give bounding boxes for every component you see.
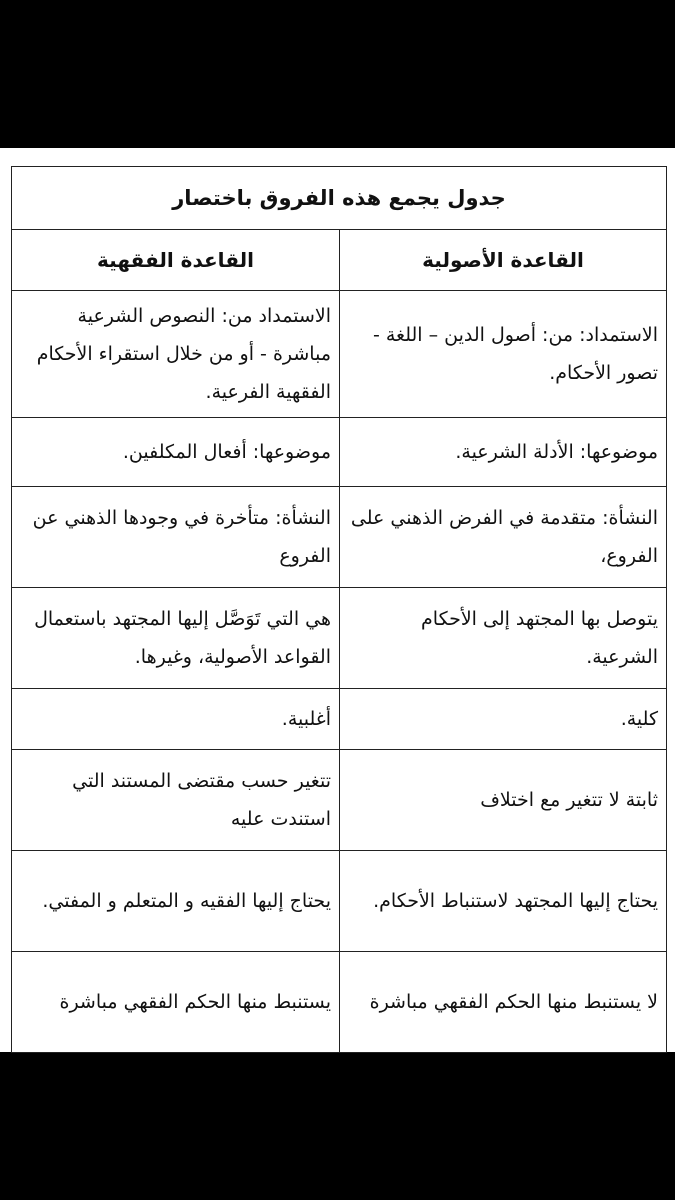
- cell-usuliyya: يتوصل بها المجتهد إلى الأحكام الشرعية.: [340, 588, 667, 689]
- cell-usuliyya: كلية.: [340, 689, 667, 750]
- cell-usuliyya: ثابتة لا تتغير مع اختلاف: [340, 750, 667, 851]
- header-fiqhiyya: القاعدة الفقهية: [12, 230, 340, 291]
- table-row: [12, 487, 667, 588]
- cell-fiqhiyya: يحتاج إليها الفقيه و المتعلم و المفتي.: [12, 851, 340, 952]
- table-row: [12, 750, 667, 851]
- cell-fiqhiyya: تتغير حسب مقتضى المستند التي استندت عليه: [12, 750, 340, 851]
- table-row: [12, 851, 667, 952]
- cell-fiqhiyya: أغلبية.: [12, 689, 340, 750]
- cell-fiqhiyya: موضوعها: أفعال المكلفين.: [12, 418, 340, 487]
- cell-usuliyya: الاستمداد: من: أصول الدين – اللغة - تصور الأحكام.: [340, 291, 667, 418]
- table-row: [12, 588, 667, 689]
- table-row: [12, 291, 667, 418]
- table-row: [12, 418, 667, 487]
- document-sheet: [0, 148, 675, 1052]
- cell-usuliyya: لا يستنبط منها الحكم الفقهي مباشرة: [340, 952, 667, 1053]
- cell-fiqhiyya: هي التي تَوَصَّل إليها المجتهد باستعمال القواعد الأصولية، وغيرها.: [12, 588, 340, 689]
- cell-fiqhiyya: الاستمداد من: النصوص الشرعية مباشرة - أو من خلال استقراء الأحكام الفقهية الفرعية.: [12, 291, 340, 418]
- table-row: [12, 952, 667, 1053]
- cell-usuliyya: موضوعها: الأدلة الشرعية.: [340, 418, 667, 487]
- cell-usuliyya: يحتاج إليها المجتهد لاستنباط الأحكام.: [340, 851, 667, 952]
- table-caption: جدول يجمع هذه الفروق باختصار: [12, 167, 667, 230]
- cell-usuliyya: النشأة: متقدمة في الفرض الذهني على الفروع،: [340, 487, 667, 588]
- header-usuliyya: القاعدة الأصولية: [340, 230, 667, 291]
- cell-fiqhiyya: النشأة: متأخرة في وجودها الذهني عن الفروع: [12, 487, 340, 588]
- comparison-table: [11, 166, 667, 1053]
- table-row: [12, 689, 667, 750]
- cell-fiqhiyya: يستنبط منها الحكم الفقهي مباشرة: [12, 952, 340, 1053]
